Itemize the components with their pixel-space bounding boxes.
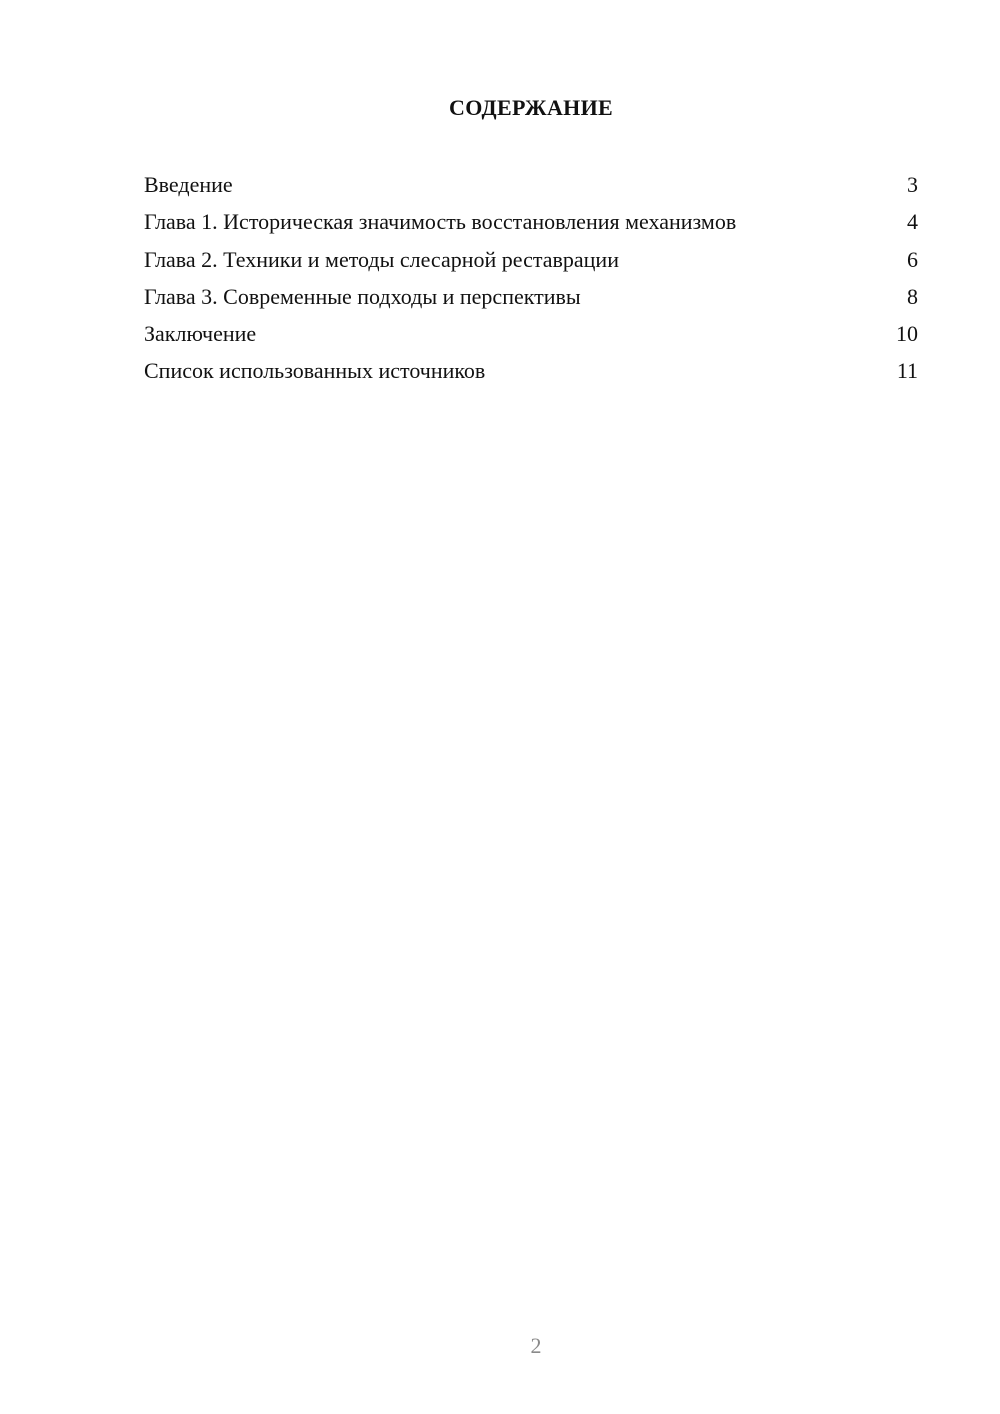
page-title: СОДЕРЖАНИЕ xyxy=(449,95,613,120)
toc-entry-title: Глава 3. Современные подходы и перспективы xyxy=(144,283,581,309)
table-of-contents xyxy=(144,168,918,392)
toc-entry-conclusion xyxy=(144,317,918,354)
toc-entry-chapter-1 xyxy=(144,205,918,242)
toc-entry-introduction xyxy=(144,168,918,205)
toc-entry-page: 11 xyxy=(896,358,918,384)
toc-entry-title: Заключение xyxy=(144,321,257,347)
page-number: 2 xyxy=(530,1333,542,1358)
toc-entry-title: Введение xyxy=(144,172,233,197)
toc-entry-chapter-2 xyxy=(144,243,918,280)
toc-entry-title: Глава 1. Историческая значимость восстановления механизмов xyxy=(144,209,737,235)
toc-entry-references xyxy=(144,354,918,391)
toc-entry-title: Глава 2. Техники и методы слесарной реставрации xyxy=(144,246,619,272)
toc-entry-chapter-3 xyxy=(144,280,918,317)
toc-entry-page: 4 xyxy=(907,209,918,235)
toc-entry-page: 10 xyxy=(896,321,918,347)
toc-entry-page: 3 xyxy=(907,172,918,197)
toc-entry-page: 6 xyxy=(907,246,918,272)
toc-entry-title: Список использованных источников xyxy=(144,358,486,384)
toc-entry-page: 8 xyxy=(907,283,918,309)
